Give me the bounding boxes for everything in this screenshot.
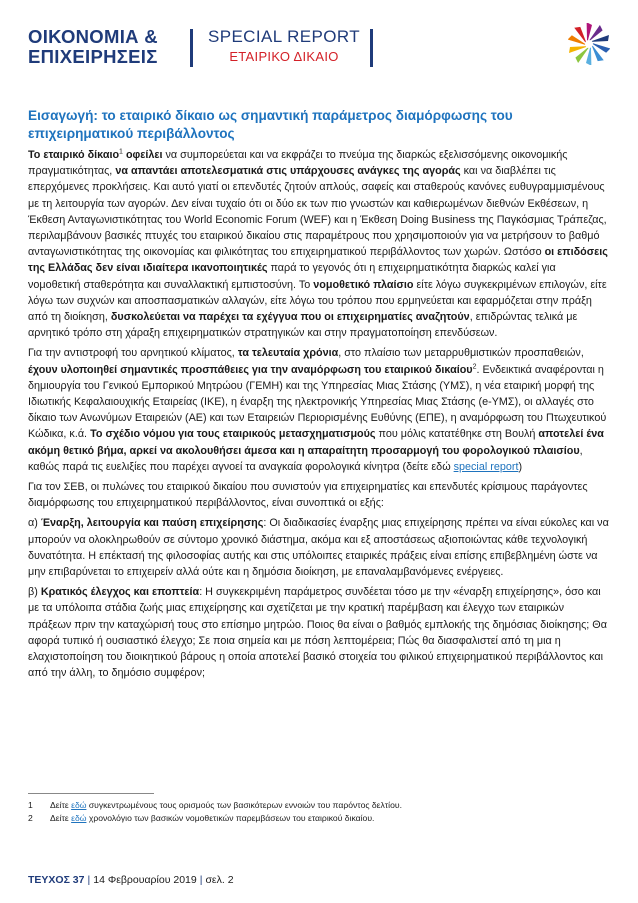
brand-line-1: ΟΙΚΟΝΟΜΙΑ &: [28, 26, 158, 47]
paragraph-pillar-b: β) Κρατικός έλεγχος και εποπτεία: Η συγκεκριμένη παράμετρος συνδέεται τόσο με την «έναρξη επιχείρησης», όσο και με τα υπόλοιπα στάδια ζωής μιας επιχείρησης και σχετίζεται με την κρατική παρέμβαση και έλεγχο των εταιρικών πράξεων πριν την καταχώρισή τους στο επίσημο μητρώο. Ποιος θα είναι ο βαθμός εμπλοκής της δημόσιας διοίκησης; Θα αφορά τυπικό ή ουσιαστικό έλεγχο; Σε ποια σημεία και με πόση λεπτομέρεια; Πώς θα διασφαλιστεί από τη μια η ελαχιστοποίηση του διοικητικού βάρους η οποία αποτελεί βασικό στοιχεία του φιλικού επιχειρηματικού περιβάλλοντος και από την άλλη, το δημόσιο συμφέρον;: [28, 586, 607, 680]
page-header: [28, 27, 610, 69]
page-number: σελ. 2: [205, 874, 234, 886]
footnotes: [28, 799, 610, 824]
issue-date: 14 Φεβρουαρίου 2019: [93, 874, 197, 886]
paragraph-intro: Το εταιρικό δίκαιο$^1$ οφείλει να συμπορεύεται και να εκφράζει το πνεύμα της διαρκώς εξελισσόμενης οικονομικής πραγματικότητας, να απαντάει αποτελεσματικά στις υπάρχουσες ανάγκες της αγοράς και να διαβλέπει τις επερχόμενες προκλήσεις. Και αυτό γιατί οι επενδυτές ζητούν απλούς, σαφείς και σταθερούς κανόνες ευθυγραμμισμένους με τη λειτουργία των αγορών. Δεν είναι τυχαίο ότι οι δύο εκ των πιο γνωστών και καθιερωμένων διεθνών Εκθέσεων, η Έκθεση Ανταγωνιστικότητας του World Economic Forum (WEF) και η Έκθεση Doing Business της Παγκόσμιας Τράπεζας, περιλαμβάνουν βασικές πτυχές του εταιρικού δικαίου στις παραμέτρους που χρησιμοποιούν για να μετρήσουν το βαθμό ανταγωνιστικότητας της οικονομίας και φιλικότητας του επιχειρηματικού περιβάλλοντος των χωρών. Ωστόσο οι επιδόσεις της Ελλάδας δεν είναι ιδιαίτερα ικανοποιητικές παρά το γεγονός ότι η επιχειρηματικότητα διαρκώς καλεί για νομοθετική σταθερότητα και συναλλακτική εμπιστοσύνη. Το νομοθετικό πλαίσιο είτε λόγω συγκεκριμένων επιλογών, είτε λόγω των συχνών και αποσπασματικών αλλαγών, είτε λόγω του τρόπου που ερμηνεύεται και εφαρμόζεται στην πράξη από τη διοίκηση, δυσκολεύεται να παρέχει τα εχέγγυα που οι επιχειρηματίες αναζητούν, επιδρώντας τελικά με αρνητικό τρόπο στη χάραξη επιχειρηματικών στρατηγικών και στην πραγματοποίηση επενδύσεων.: [28, 148, 608, 340]
footnote-divider: [28, 793, 154, 794]
brand-line-2: ΕΠΙΧΕΙΡΗΣΕΙΣ: [28, 46, 158, 67]
paragraph-reforms: Για την αντιστροφή του αρνητικού κλίματος, τα τελευταία χρόνια, στο πλαίσιο των μεταρρυθμιστικών προσπαθειών, έχουν υλοποιηθεί σημαντικές προσπάθειες για την αναμόρφωση του εταιρικού δικαίου$^2$. Ενδεικτικά αναφέρονται η δημιουργία του Γενικού Εμπορικού Μητρώου (ΓΕΜΗ) και της Υπηρεσίας Μιας Στάσης (ΥΜΣ), η νέα εταιρική μορφή της Ιδιωτικής Κεφαλαιουχικής Εταιρείας (ΙΚΕ), η έναρξη της ηλεκτρονικής Υπηρεσίας Μιας Στάσης (e-ΥΜΣ), οι αλλαγές στο δίκαιο των Ανωνύμων Εταιρειών (ΑΕ) και των Εταιρειών Περιορισμένης Ευθύνης (ΕΠΕ), η αναμόρφωση του Πτωχευτικού Κώδικα, κ.ά. Το σχέδιο νόμου για τους εταιρικούς μετασχηματισμούς που μόλις κατατέθηκε στη Βουλή αποτελεί ένα ακόμη θετικό βήμα, αρκεί να ακολουθήσει άμεσα και η απαραίτητη προσαρμογή του φορολογικού πλαισίου, καθώς παρά τις ευελιξίες που παρέχει αγνοεί τα αναγκαία φορολογικά κίνητρα (δείτε εδώ special report): [28, 347, 607, 473]
sev-logo-icon: [568, 23, 610, 65]
footnote-ref-1[interactable]: 1: [119, 148, 123, 156]
report-subtitle: ΕΤΑΙΡΙΚΟ ΔΙΚΑΙΟ: [229, 49, 339, 64]
article-body: [28, 107, 610, 686]
issue-number: ΤΕΥΧΟΣ 37: [28, 874, 85, 886]
report-title: SPECIAL REPORT: [207, 27, 361, 46]
article-heading: Εισαγωγή: το εταιρικό δίκαιο ως σημαντική παράμετρος διαμόρφωσης του επιχειρηματικού περιβάλλοντος: [28, 108, 513, 141]
footnote-1-link[interactable]: εδώ: [71, 800, 87, 810]
header-divider: [190, 29, 193, 67]
special-report-link[interactable]: special report: [453, 460, 519, 473]
paragraph-pillars: Για τον ΣΕΒ, οι πυλώνες του εταιρικού δικαίου που συνιστούν για επιχειρηματίες και επενδυτές κρίσιμους παράγοντες διαμόρφωσης του επιχειρηματικού περιβάλλοντος, είναι συνοπτικά οι εξής:: [28, 481, 588, 510]
header-divider: [370, 29, 373, 67]
special-report-label: [204, 27, 364, 67]
footnote-ref-2[interactable]: 2: [472, 363, 477, 371]
footnote-2-link[interactable]: εδώ: [71, 812, 87, 823]
paragraph-pillar-a: α) Έναρξη, λειτουργία και παύση επιχείρησης: Οι διαδικασίες έναρξης μιας επιχείρησης πρέπει να είναι εύκολες και να μπορούν να ολοκληρωθούν σε σύντομο χρονικό διάστημα, ακόμα και εξ αποστάσεως αξιοποιώντας κάθε τεχνολογική δυνατότητα. Η επέκτασή της φιλοσοφίας αυτής και στις υπόλοιπες εταιρικές πράξεις είναι επίσης επιβεβλημένη ώστε να μην επιβαρύνεται το επιχειρείν αλλά ούτε και η δημόσια διοίκηση, με επαναλαμβανόμενες ενέργειες.: [28, 517, 609, 579]
page-footer: ΤΕΥΧΟΣ 37 | 14 Φεβρουαρίου 2019 | σελ. 2: [28, 874, 234, 886]
footnote-2: 2 Δείτε εδώ χρονολόγιο των βασικών νομοθετικών παρεμβάσεων του εταιρικού δικαίου.: [28, 812, 375, 823]
brand-title: [28, 27, 158, 67]
footnote-1: 1 Δείτε εδώ συγκεντρωμένους τους ορισμούς των βασικότερων εννοιών του παρόντος δελτίου.: [28, 800, 402, 810]
